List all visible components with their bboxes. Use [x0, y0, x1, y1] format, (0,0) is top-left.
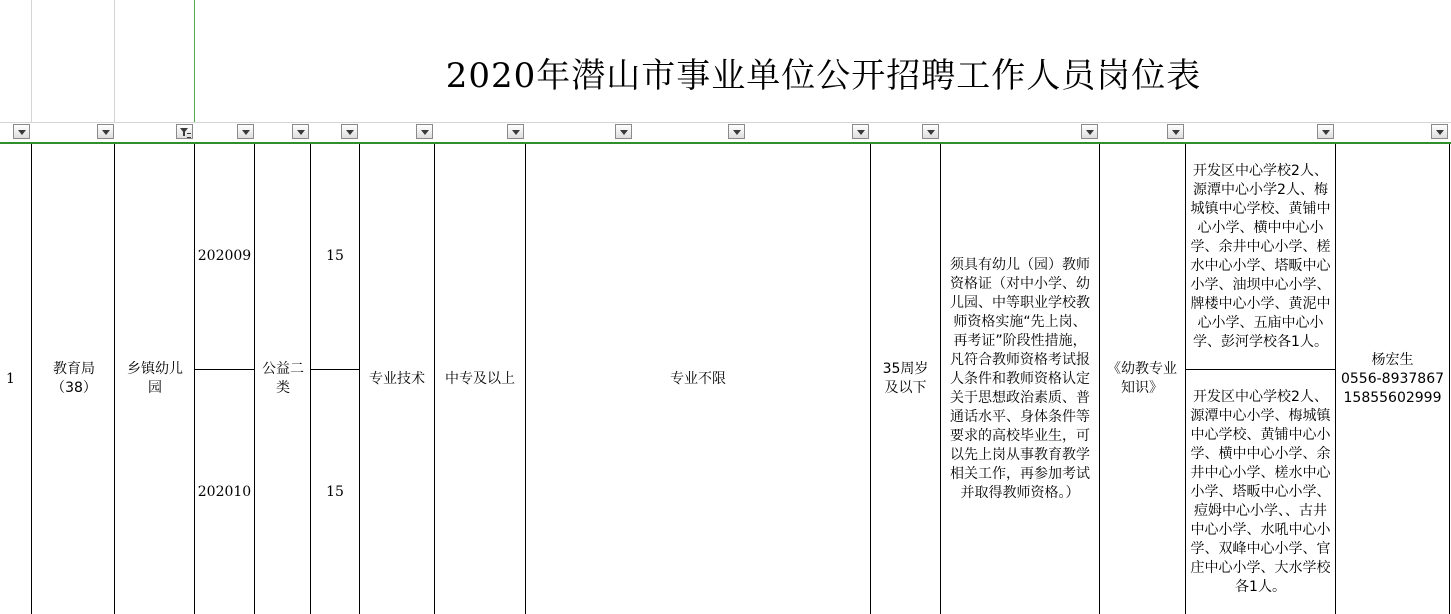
chevron-down-icon [297, 130, 305, 135]
filter-dropdown-button[interactable] [341, 124, 358, 139]
chevron-down-icon [18, 130, 26, 135]
gridline [194, 0, 195, 122]
chevron-down-icon [857, 130, 865, 135]
filter-dropdown-button[interactable] [507, 124, 524, 139]
post-type-cell[interactable]: 专业技术 [369, 370, 425, 387]
contact-phone: 15855602999 [1343, 389, 1442, 406]
gridline [434, 144, 435, 614]
contact-name: 杨宏生 [1371, 351, 1414, 368]
seq-cell[interactable]: 1 [6, 370, 15, 387]
gridline [114, 0, 115, 122]
category-cell[interactable]: 公益二类 [262, 361, 304, 396]
chevron-down-icon [620, 130, 628, 135]
chevron-down-icon [346, 130, 354, 135]
contact-cell[interactable] [1336, 144, 1449, 614]
age-cell[interactable]: 35周岁及以下 [882, 361, 929, 396]
chevron-down-icon [1172, 130, 1180, 135]
education-cell[interactable]: 中专及以上 [445, 370, 515, 387]
chevron-down-icon [102, 130, 110, 135]
chevron-down-icon [512, 130, 520, 135]
work-location-cell[interactable]: 开发区中心学校2人、源潭中心小学、梅城镇中心学校、黄铺中心小学、横中中心小学、余井中心小学、槎水中心小学、塔畈中心小学、痘姆中心小学、、古井中心小学、水吼中心小学、双峰中心小学、官庄中心小学、大水学校各1人。 [1190, 388, 1331, 595]
filter-dropdown-button[interactable] [97, 124, 114, 139]
chevron-down-icon [421, 130, 429, 135]
filter-dropdown-button[interactable] [922, 124, 939, 139]
position-code-cell[interactable]: 202010 [197, 483, 252, 500]
chevron-down-icon [242, 130, 250, 135]
filter-dropdown-button[interactable] [237, 124, 254, 139]
other-conditions-cell[interactable]: 须具有幼儿（园）教师资格证（对中小学、幼儿园、中等职业学校教师资格实施“先上岗、再考证”阶段性措施，凡符合教师资格考试报人条件和教师资格认定关于思想政治素质、普通话水平、身体条件等要求的高校毕业生，可以先上岗从事教育教学相关工作，再参加考试并取得教师资格。） [950, 256, 1090, 501]
unit-cell[interactable]: 乡镇幼儿园 [127, 361, 183, 396]
work-location-cell[interactable]: 开发区中心学校2人、源潭中心小学2人、梅城镇中心学校、黄铺中心小学、横中中心小学、余井中心小学、槎水中心小学、塔畈中心小学、油坝中心小学、牌楼中心小学、黄泥中心小学、五庙中心小学、彭河学校各1人。 [1190, 162, 1331, 350]
filter-funnel-icon-mark [187, 133, 191, 138]
table-row [0, 144, 1451, 614]
chevron-down-icon [733, 130, 741, 135]
filter-active-button[interactable] [176, 124, 193, 139]
chevron-down-icon [1436, 130, 1444, 135]
hire-count-cell[interactable]: 15 [326, 248, 344, 264]
gridline [31, 0, 32, 122]
gridline [940, 144, 941, 614]
gridline [1185, 144, 1186, 614]
chevron-down-icon [1086, 130, 1094, 135]
filter-dropdown-button[interactable] [728, 124, 745, 139]
filter-dropdown-button[interactable] [292, 124, 309, 139]
exam-subject-cell[interactable]: 《幼教专业知识》 [1107, 361, 1177, 396]
filter-dropdown-button[interactable] [852, 124, 869, 139]
filter-row [0, 122, 1451, 144]
page-title: 2020年潜山市事业单位公开招聘工作人员岗位表 [445, 56, 1202, 96]
department-cell[interactable]: 教育局（38） [51, 361, 97, 396]
title-row [0, 0, 1451, 123]
gridline [114, 144, 115, 614]
chevron-down-icon [927, 130, 935, 135]
filter-funnel-icon-stem [183, 132, 185, 136]
major-cell[interactable]: 专业不限 [670, 370, 726, 387]
gridline [31, 144, 32, 614]
chevron-down-icon [1322, 130, 1330, 135]
gridline [254, 144, 255, 614]
filter-dropdown-button[interactable] [1317, 124, 1334, 139]
filter-dropdown-button[interactable] [13, 124, 30, 139]
hire-count-cell[interactable]: 15 [326, 483, 344, 500]
gridline [1099, 144, 1100, 614]
gridline [1449, 144, 1450, 614]
filter-dropdown-button[interactable] [1167, 124, 1184, 139]
gridline [870, 144, 871, 614]
filter-dropdown-button[interactable] [1431, 124, 1448, 139]
filter-dropdown-button[interactable] [1081, 124, 1098, 139]
contact-phone: 0556-8937867 [1340, 370, 1445, 387]
filter-dropdown-button[interactable] [416, 124, 433, 139]
position-code-cell[interactable]: 202009 [197, 248, 252, 264]
filter-dropdown-button[interactable] [615, 124, 632, 139]
